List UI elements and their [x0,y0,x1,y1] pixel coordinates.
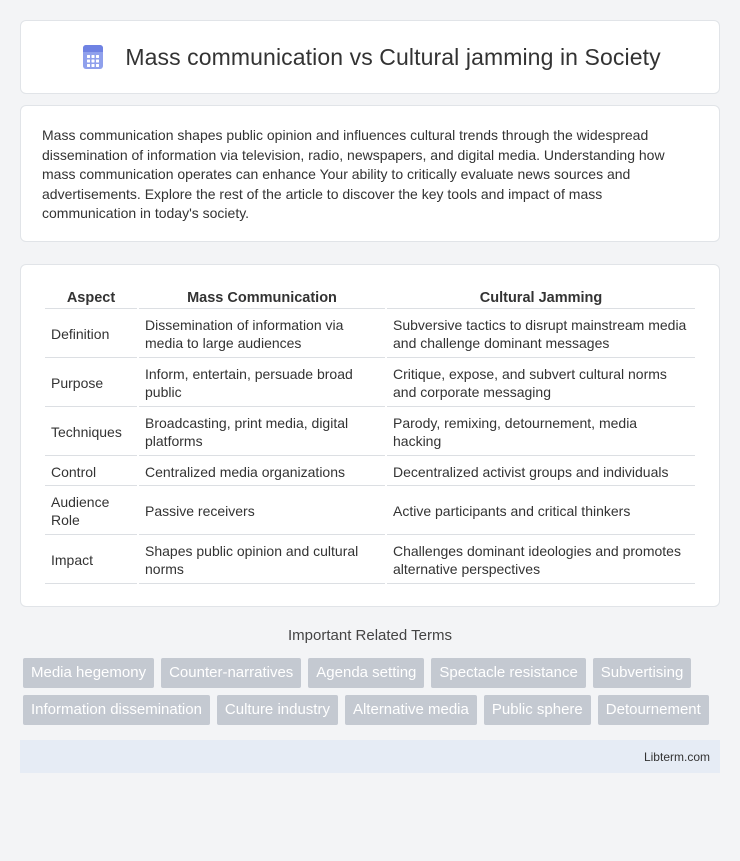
term-tag[interactable]: Agenda setting [308,658,424,688]
comparison-table [43,287,697,586]
table-row [45,409,695,456]
table-cell: Decentralized activist groups and individuals [387,458,695,486]
term-tag[interactable]: Public sphere [484,695,591,725]
table-cell: Critique, expose, and subvert cultural norms and corporate messaging [387,360,695,407]
table-cell-aspect: Definition [45,311,137,358]
page-title: Mass communication vs Cultural jamming in Society [125,43,661,70]
term-tag[interactable]: Counter-narratives [161,658,301,688]
table-row [45,537,695,584]
table-cell-aspect: Control [45,458,137,486]
table-cell: Active participants and critical thinkers [387,488,695,535]
footer-site-link[interactable]: Libterm.com [643,749,710,764]
term-tag[interactable]: Subvertising [593,658,692,688]
term-tag[interactable]: Detournement [598,695,709,725]
column-header: Mass Communication [139,289,385,309]
calculator-icon [79,43,107,71]
table-row [45,360,695,407]
table-cell: Parody, remixing, detournement, media hacking [387,409,695,456]
table-cell: Centralized media organizations [139,458,385,486]
page-footer [20,740,720,773]
related-terms-list [23,658,720,725]
column-header: Cultural Jamming [387,289,695,309]
table-cell: Dissemination of information via media to large audiences [139,311,385,358]
table-cell-aspect: Techniques [45,409,137,456]
table-cell-aspect: Impact [45,537,137,584]
intro-text: Mass communication shapes public opinion and influences cultural trends through the widespread dissemination of information via television, radio, newspapers, and digital media. Understanding how mass communication operates can enhance Your ability to critically evaluate news sources and advertisements. Explore the rest of the article to discover the key tools and impact of mass communication in today's society. [42,127,665,221]
table-row [45,458,695,486]
related-terms-title: Important Related Terms [288,627,452,644]
page-header [20,20,720,94]
table-header-row [45,289,695,309]
table-cell: Challenges dominant ideologies and promotes alternative perspectives [387,537,695,584]
term-tag[interactable]: Alternative media [345,695,477,725]
table-cell: Subversive tactics to disrupt mainstream media and challenge dominant messages [387,311,695,358]
intro-card [20,105,720,242]
table-cell: Inform, entertain, persuade broad public [139,360,385,407]
term-tag[interactable]: Spectacle resistance [431,658,585,688]
table-cell: Broadcasting, print media, digital platforms [139,409,385,456]
column-header: Aspect [45,289,137,309]
table-row [45,488,695,535]
comparison-card [20,264,720,607]
table-cell: Passive receivers [139,488,385,535]
term-tag[interactable]: Information dissemination [23,695,210,725]
table-cell-aspect: Audience Role [45,488,137,535]
table-cell: Shapes public opinion and cultural norms [139,537,385,584]
term-tag[interactable]: Culture industry [217,695,338,725]
term-tag[interactable]: Media hegemony [23,658,154,688]
table-cell-aspect: Purpose [45,360,137,407]
table-row [45,311,695,358]
